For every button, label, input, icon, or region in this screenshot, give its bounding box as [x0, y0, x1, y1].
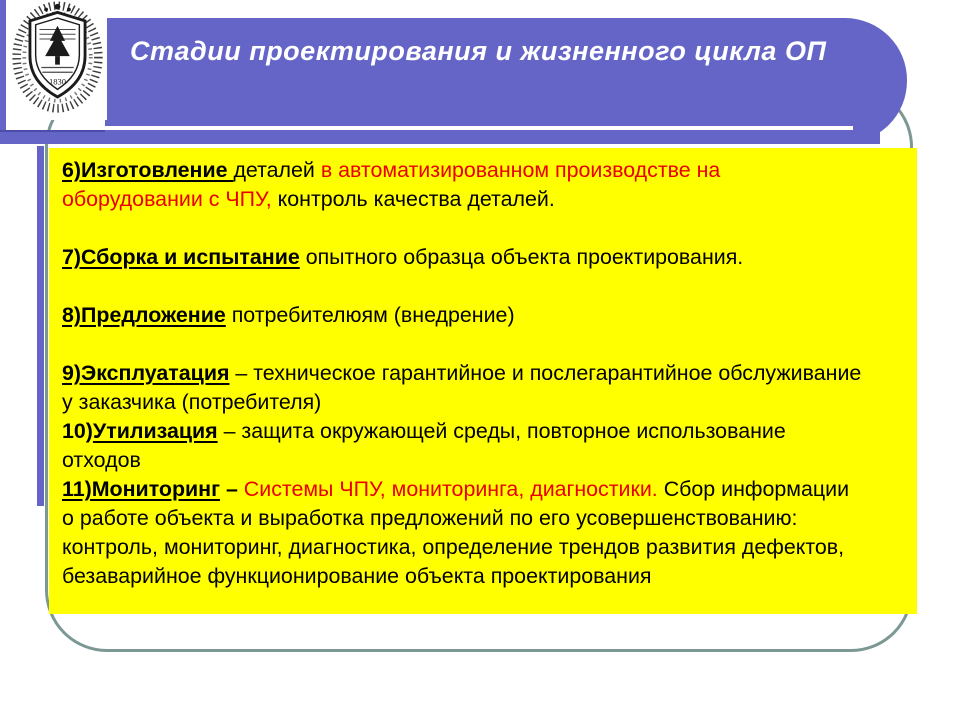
content-panel [49, 148, 917, 614]
text-run: 7)Сборка и испытание [62, 245, 300, 269]
content-spacer [62, 330, 862, 359]
text-run: 9)Эксплуатация [62, 361, 230, 385]
text-run: контроль качества деталей. [271, 187, 555, 211]
text-run: 10) [62, 419, 93, 443]
title-banner [105, 18, 907, 143]
text-run: 6)Изготовление [62, 158, 234, 182]
university-crest-icon [10, 0, 105, 116]
content-paragraph [62, 243, 862, 272]
logo-year-text: 1830 [48, 76, 67, 87]
text-run: в автоматизированном производстве на оборудовании с ЧПУ, [62, 158, 721, 211]
content-paragraph [62, 475, 862, 591]
text-run: потребителюям (внедрение) [225, 303, 515, 327]
content-spacer [62, 272, 862, 301]
content-spacer [62, 214, 862, 243]
banner-separator-line [105, 126, 853, 130]
text-run: 11)Мониторинг [62, 477, 220, 501]
text-run: – защита окружающей среды, повторное использование отходов [62, 419, 786, 472]
left-edge-strip [0, 0, 6, 130]
slide-title: Стадии проектирования и жизненного цикла ОП [130, 36, 827, 66]
content-paragraph [62, 417, 862, 475]
university-logo [8, 0, 107, 120]
left-accent-bar [37, 146, 44, 506]
text-run: – техническое гарантийное и послегарантийное обслуживание у заказчика (потребителя) [62, 361, 862, 414]
text-run: Системы ЧПУ, мониторинга, диагностики. [243, 477, 658, 501]
content-paragraph [62, 301, 862, 330]
text-run: деталей [233, 158, 321, 182]
text-run: опытного образца объекта проектирования. [299, 245, 744, 269]
content-paragraph [62, 156, 862, 214]
text-run: 8)Предложение [62, 303, 226, 327]
text-run: Утилизация [92, 419, 218, 443]
text-run: – [220, 477, 244, 501]
text-run: Сбор информации о работе объекта и выработка предложений по его усовершенствованию: контроль, мониторинг, диагностика, определение трендов развития дефектов, безаварийное функционирование объекта проектирования [62, 477, 850, 588]
content-paragraph [62, 359, 862, 417]
